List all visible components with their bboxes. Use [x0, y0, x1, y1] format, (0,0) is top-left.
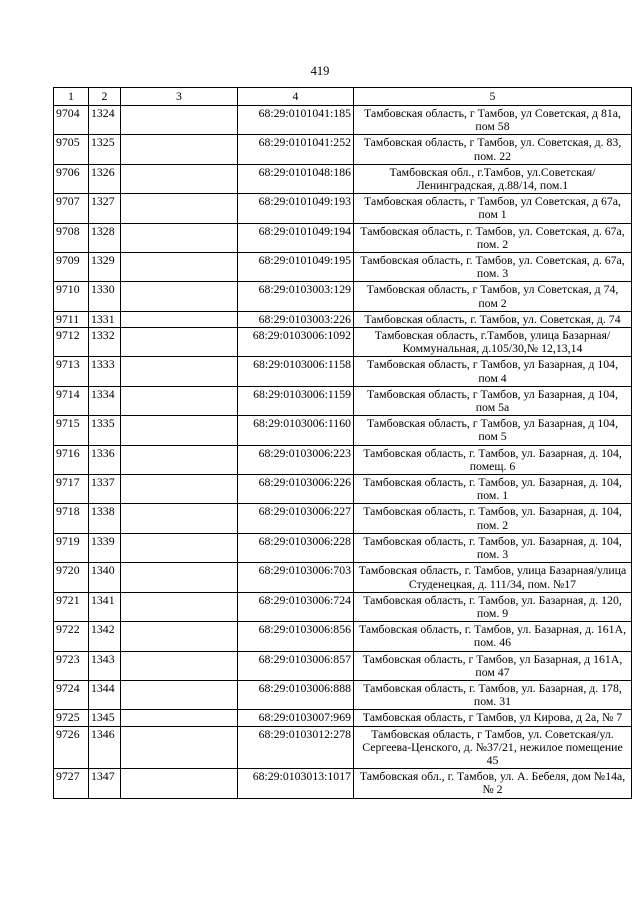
address-cell: Тамбовская обл., г. Тамбов, ул. А. Бебеля, дом №14а, № 2 — [354, 769, 632, 798]
table-row — [54, 533, 632, 562]
cadastral-number-cell: 68:29:0103003:226 — [238, 311, 354, 327]
address-cell: Тамбовская область, г Тамбов, ул. Советская/ул. Сергеева-Ценского, д. №37/21, нежилое помещение 45 — [354, 726, 632, 769]
cadastral-number-cell: 68:29:0103006:888 — [238, 680, 354, 709]
row-number-cell: 9725 — [54, 710, 89, 726]
address-cell: Тамбовская область, г. Тамбов, ул. Советская, д. 67а, пом. 2 — [354, 223, 632, 252]
empty-cell — [121, 445, 238, 474]
cadastral-number-cell: 68:29:0103006:1092 — [238, 328, 354, 357]
address-cell: Тамбовская область, г Тамбов, ул Советская, д 81а, пом 58 — [354, 106, 632, 135]
item-number-cell: 1326 — [89, 164, 121, 193]
address-cell: Тамбовская область, г. Тамбов, ул. Базарная, д. 104, пом. 1 — [354, 475, 632, 504]
empty-cell — [121, 726, 238, 769]
empty-cell — [121, 282, 238, 311]
address-cell: Тамбовская область, г. Тамбов, ул. Базарная, д. 178, пом. 31 — [354, 680, 632, 709]
item-number-cell: 1342 — [89, 622, 121, 651]
empty-cell — [121, 328, 238, 357]
cadastral-number-cell: 68:29:0103006:1160 — [238, 416, 354, 445]
item-number-cell: 1327 — [89, 194, 121, 223]
empty-cell — [121, 357, 238, 386]
cadastral-number-cell: 68:29:0103006:226 — [238, 475, 354, 504]
item-number-cell: 1340 — [89, 563, 121, 592]
table-row — [54, 475, 632, 504]
column-header: 4 — [238, 88, 354, 106]
item-number-cell: 1339 — [89, 533, 121, 562]
row-number-cell: 9705 — [54, 135, 89, 164]
table-row — [54, 651, 632, 680]
address-cell: Тамбовская область, г. Тамбов, ул. Базарная, д. 161А, пом. 46 — [354, 622, 632, 651]
address-cell: Тамбовская область, г Тамбов, ул Базарная, д 161А, пом 47 — [354, 651, 632, 680]
cadastral-number-cell: 68:29:0101049:194 — [238, 223, 354, 252]
empty-cell — [121, 253, 238, 282]
table-row — [54, 563, 632, 592]
column-header: 5 — [354, 88, 632, 106]
address-cell: Тамбовская область, г. Тамбов, ул. Базарная, д. 104, помещ. 6 — [354, 445, 632, 474]
cadastral-number-cell: 68:29:0101041:185 — [238, 106, 354, 135]
item-number-cell: 1343 — [89, 651, 121, 680]
table-body — [54, 106, 632, 799]
table-row — [54, 592, 632, 621]
table-row — [54, 106, 632, 135]
row-number-cell: 9720 — [54, 563, 89, 592]
table-row — [54, 328, 632, 357]
column-header: 2 — [89, 88, 121, 106]
cadastral-number-cell: 68:29:0103006:228 — [238, 533, 354, 562]
table-row — [54, 680, 632, 709]
item-number-cell: 1335 — [89, 416, 121, 445]
column-header: 1 — [54, 88, 89, 106]
item-number-cell: 1324 — [89, 106, 121, 135]
empty-cell — [121, 622, 238, 651]
address-cell: Тамбовская область, г. Тамбов, ул. Базарная, д. 104, пом. 3 — [354, 533, 632, 562]
column-header: 3 — [121, 88, 238, 106]
empty-cell — [121, 135, 238, 164]
address-cell: Тамбовская область, г.Тамбов, улица Базарная/Коммунальная, д.105/30,№ 12,13,14 — [354, 328, 632, 357]
cadastral-number-cell: 68:29:0101041:252 — [238, 135, 354, 164]
cadastral-number-cell: 68:29:0103006:703 — [238, 563, 354, 592]
address-cell: Тамбовская область, г Тамбов, ул. Советская, д. 83, пом. 22 — [354, 135, 632, 164]
empty-cell — [121, 563, 238, 592]
page-number: 419 — [310, 64, 330, 78]
empty-cell — [121, 504, 238, 533]
item-number-cell: 1333 — [89, 357, 121, 386]
empty-cell — [121, 680, 238, 709]
row-number-cell: 9727 — [54, 769, 89, 798]
row-number-cell: 9707 — [54, 194, 89, 223]
item-number-cell: 1346 — [89, 726, 121, 769]
row-number-cell: 9710 — [54, 282, 89, 311]
address-cell: Тамбовская область, г. Тамбов, ул. Базарная, д. 104, пом. 2 — [354, 504, 632, 533]
row-number-cell: 9709 — [54, 253, 89, 282]
row-number-cell: 9712 — [54, 328, 89, 357]
table-row — [54, 164, 632, 193]
item-number-cell: 1332 — [89, 328, 121, 357]
item-number-cell: 1345 — [89, 710, 121, 726]
row-number-cell: 9706 — [54, 164, 89, 193]
table-row — [54, 416, 632, 445]
item-number-cell: 1329 — [89, 253, 121, 282]
table-row — [54, 223, 632, 252]
address-cell: Тамбовская область, г Тамбов, ул Базарная, д 104, пом 5а — [354, 386, 632, 415]
cadastral-number-cell: 68:29:0103006:856 — [238, 622, 354, 651]
cadastral-number-cell: 68:29:0103006:857 — [238, 651, 354, 680]
item-number-cell: 1325 — [89, 135, 121, 164]
row-number-cell: 9721 — [54, 592, 89, 621]
item-number-cell: 1337 — [89, 475, 121, 504]
table-row — [54, 253, 632, 282]
empty-cell — [121, 710, 238, 726]
empty-cell — [121, 475, 238, 504]
item-number-cell: 1336 — [89, 445, 121, 474]
cadastral-number-cell: 68:29:0103006:227 — [238, 504, 354, 533]
row-number-cell: 9711 — [54, 311, 89, 327]
row-number-cell: 9719 — [54, 533, 89, 562]
cadastral-number-cell: 68:29:0103012:278 — [238, 726, 354, 769]
item-number-cell: 1328 — [89, 223, 121, 252]
row-number-cell: 9726 — [54, 726, 89, 769]
table-row — [54, 194, 632, 223]
row-number-cell: 9713 — [54, 357, 89, 386]
row-number-cell: 9722 — [54, 622, 89, 651]
cadastral-number-cell: 68:29:0103006:223 — [238, 445, 354, 474]
table-row — [54, 311, 632, 327]
item-number-cell: 1331 — [89, 311, 121, 327]
table-row — [54, 726, 632, 769]
address-cell: Тамбовская область, г Тамбов, ул Советская, д 74, пом 2 — [354, 282, 632, 311]
row-number-cell: 9718 — [54, 504, 89, 533]
address-cell: Тамбовская обл., г.Тамбов, ул.Советская/Ленинградская, д.88/14, пом.1 — [354, 164, 632, 193]
table-row — [54, 357, 632, 386]
empty-cell — [121, 223, 238, 252]
item-number-cell: 1330 — [89, 282, 121, 311]
row-number-cell: 9714 — [54, 386, 89, 415]
row-number-cell: 9723 — [54, 651, 89, 680]
address-cell: Тамбовская область, г Тамбов, ул Советская, д 67а, пом 1 — [354, 194, 632, 223]
cadastral-number-cell: 68:29:0103007:969 — [238, 710, 354, 726]
item-number-cell: 1334 — [89, 386, 121, 415]
table-row — [54, 282, 632, 311]
empty-cell — [121, 194, 238, 223]
cadastral-number-cell: 68:29:0103006:1158 — [238, 357, 354, 386]
table-row — [54, 386, 632, 415]
empty-cell — [121, 106, 238, 135]
row-number-cell: 9724 — [54, 680, 89, 709]
empty-cell — [121, 416, 238, 445]
address-cell: Тамбовская область, г Тамбов, ул Кирова, д 2а, № 7 — [354, 710, 632, 726]
item-number-cell: 1347 — [89, 769, 121, 798]
empty-cell — [121, 164, 238, 193]
empty-cell — [121, 592, 238, 621]
cadastral-number-cell: 68:29:0101048:186 — [238, 164, 354, 193]
row-number-cell: 9704 — [54, 106, 89, 135]
empty-cell — [121, 386, 238, 415]
table-row — [54, 769, 632, 798]
row-number-cell: 9708 — [54, 223, 89, 252]
row-number-cell: 9716 — [54, 445, 89, 474]
item-number-cell: 1341 — [89, 592, 121, 621]
empty-cell — [121, 311, 238, 327]
row-number-cell: 9715 — [54, 416, 89, 445]
empty-cell — [121, 769, 238, 798]
address-cell: Тамбовская область, г. Тамбов, ул. Советская, д. 74 — [354, 311, 632, 327]
row-number-cell: 9717 — [54, 475, 89, 504]
cadastral-number-cell: 68:29:0103006:1159 — [238, 386, 354, 415]
item-number-cell: 1344 — [89, 680, 121, 709]
registry-table — [53, 87, 632, 799]
address-cell: Тамбовская область, г Тамбов, ул Базарная, д 104, пом 4 — [354, 357, 632, 386]
table-row — [54, 504, 632, 533]
cadastral-number-cell: 68:29:0103013:1017 — [238, 769, 354, 798]
cadastral-number-cell: 68:29:0101049:193 — [238, 194, 354, 223]
table-row — [54, 710, 632, 726]
table-row — [54, 445, 632, 474]
cadastral-number-cell: 68:29:0101049:195 — [238, 253, 354, 282]
address-cell: Тамбовская область, г. Тамбов, ул. Советская, д. 67а, пом. 3 — [354, 253, 632, 282]
empty-cell — [121, 533, 238, 562]
table-row — [54, 135, 632, 164]
address-cell: Тамбовская область, г. Тамбов, улица Базарная/улица Студенецкая, д. 111/34, пом. №17 — [354, 563, 632, 592]
item-number-cell: 1338 — [89, 504, 121, 533]
address-cell: Тамбовская область, г. Тамбов, ул. Базарная, д. 120, пом. 9 — [354, 592, 632, 621]
cadastral-number-cell: 68:29:0103006:724 — [238, 592, 354, 621]
empty-cell — [121, 651, 238, 680]
address-cell: Тамбовская область, г Тамбов, ул Базарная, д 104, пом 5 — [354, 416, 632, 445]
table-header-row — [54, 88, 632, 106]
table-row — [54, 622, 632, 651]
cadastral-number-cell: 68:29:0103003:129 — [238, 282, 354, 311]
